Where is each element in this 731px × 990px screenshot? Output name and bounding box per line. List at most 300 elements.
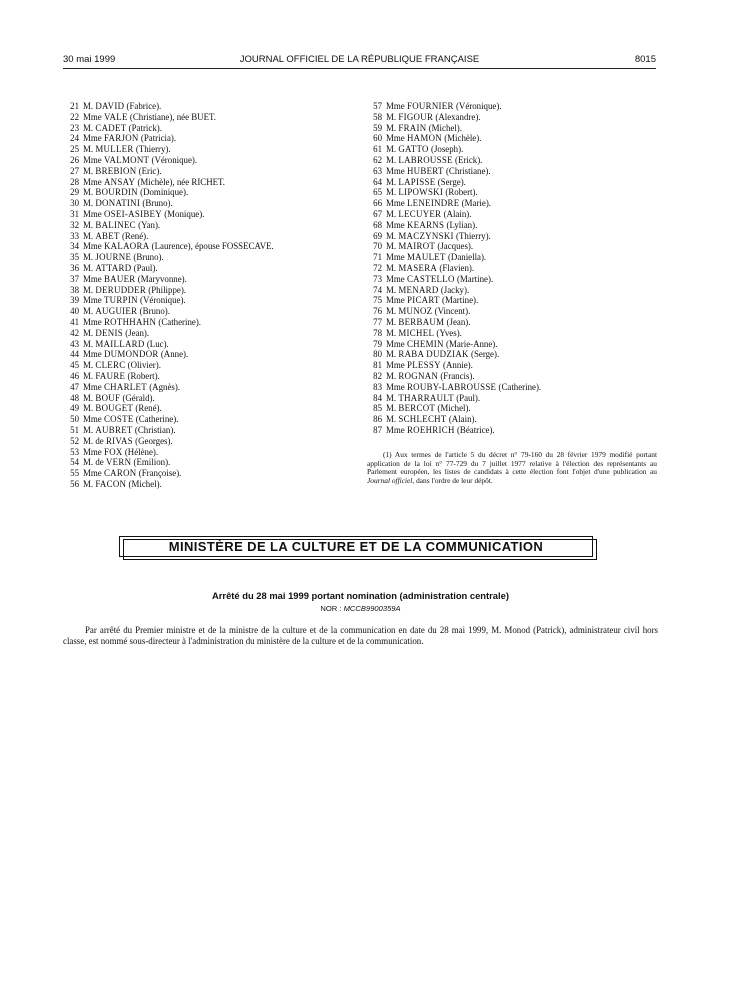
list-item-number: 28: [70, 176, 79, 187]
list-item-surname: CADET: [95, 122, 127, 133]
list-item-surname: MACZYNSKI: [398, 230, 454, 241]
list-item-given-name: (Catherine).: [498, 381, 542, 392]
list-item-given-name: (Lylian).: [446, 219, 478, 230]
list-item-given-name: (Jean).: [446, 316, 471, 327]
list-item-civility: Mme: [386, 360, 405, 371]
list-item-given-name: (Yan).: [138, 219, 161, 230]
header-date: 30 mai 1999: [63, 54, 116, 65]
list-item-civility: Mme: [83, 111, 102, 122]
list-item-number: 64: [373, 176, 382, 187]
nor-label: NOR :: [320, 604, 344, 613]
list-item-surname: PICART: [406, 295, 440, 306]
candidate-list-left: [64, 101, 354, 490]
list-item-surname: ROTHHAHN: [103, 316, 157, 327]
list-item: [64, 360, 354, 371]
list-item: [367, 187, 657, 198]
list-item-number: 47: [70, 381, 79, 392]
list-item-surname: LABROUSSE: [398, 154, 453, 165]
list-item-number: 53: [70, 446, 79, 457]
list-item-civility: M.: [386, 306, 397, 317]
list-item: [367, 252, 657, 263]
journal-title: JOURNAL OFFICIEL DE LA RÉPUBLIQUE FRANÇAISE: [239, 54, 480, 65]
list-item-civility: M.: [386, 414, 397, 425]
list-item-number: 76: [373, 306, 382, 317]
list-item-number: 73: [373, 273, 382, 284]
list-item-surname: DAVID: [95, 101, 125, 111]
list-item: [367, 263, 657, 274]
list-item-number: 59: [373, 122, 382, 133]
list-item-surname: HUBERT: [406, 165, 444, 176]
list-item-surname: TURPIN: [103, 295, 138, 306]
list-item: [367, 231, 657, 242]
list-item-given-name: (Joseph).: [431, 144, 464, 155]
list-item-civility: M.: [386, 122, 397, 133]
list-item-given-name: (Patrick).: [128, 122, 162, 133]
list-item: [64, 252, 354, 263]
list-item-civility: M.: [83, 392, 94, 403]
list-item-given-name: (Erick).: [455, 154, 483, 165]
list-item: [64, 479, 354, 490]
list-item-given-name: (Béatrice).: [456, 424, 495, 435]
list-item-number: 41: [70, 316, 79, 327]
list-item-surname: MAULET: [406, 252, 446, 263]
list-item: [64, 317, 354, 328]
list-item-given-name: (Daniella).: [447, 252, 487, 263]
list-item-number: 66: [373, 198, 382, 209]
list-item-given-name: (Gérald).: [122, 392, 155, 403]
list-item-given-name: (Christian).: [134, 424, 176, 435]
list-item-civility: M. de: [83, 435, 104, 446]
list-item-civility: Mme: [83, 154, 102, 165]
list-item-number: 46: [70, 370, 79, 381]
nor-reference: [63, 604, 658, 613]
list-item-number: 67: [373, 208, 382, 219]
candidate-list-right: [367, 101, 657, 436]
list-item-civility: M.: [386, 284, 397, 295]
list-item-civility: M.: [83, 306, 94, 317]
list-item-civility: M.: [83, 424, 94, 435]
list-item-surname: CHEMIN: [406, 338, 444, 349]
list-item-civility: M.: [386, 316, 397, 327]
list-item: [367, 166, 657, 177]
list-item-given-name: (Luc).: [146, 338, 169, 349]
list-item-number: 30: [70, 198, 79, 209]
list-item-surname: MULLER: [95, 144, 134, 155]
list-item: [64, 339, 354, 350]
list-item-given-name: (Francis).: [440, 370, 475, 381]
list-item-number: 50: [70, 414, 79, 425]
list-item-civility: Mme: [386, 101, 405, 111]
list-item-surname: BERCOT: [398, 403, 436, 414]
list-item: [367, 371, 657, 382]
list-item-civility: M.: [386, 176, 397, 187]
list-item: [64, 285, 354, 296]
list-item-number: 26: [70, 154, 79, 165]
list-item: [64, 155, 354, 166]
list-item-surname: MASERA: [398, 262, 438, 273]
list-item: [367, 285, 657, 296]
list-item-surname: BOUF: [95, 392, 121, 403]
list-item-number: 57: [373, 101, 382, 111]
list-item-given-name: (Jacky).: [440, 284, 470, 295]
list-item: [367, 414, 657, 425]
list-item-surname: LIPOWSKI: [398, 187, 444, 198]
list-item-civility: Mme: [83, 208, 102, 219]
list-item: [367, 339, 657, 350]
list-item-civility: Mme: [386, 219, 405, 230]
list-item-given-name: (Annie).: [443, 360, 473, 371]
list-item-surname: CLERC: [95, 360, 126, 371]
list-item-surname: BERBAUM: [398, 316, 445, 327]
list-item: [367, 317, 657, 328]
list-item-number: 62: [373, 154, 382, 165]
list-item-number: 35: [70, 252, 79, 263]
list-item: [64, 349, 354, 360]
list-item-surname: RABA DUDZIAK: [398, 349, 469, 360]
list-item-surname: AUGUIER: [95, 306, 138, 317]
list-item-number: 56: [70, 478, 79, 489]
list-item-given-name: (Martine).: [442, 295, 479, 306]
list-item-civility: M.: [83, 403, 94, 414]
list-item-surname: FAURE: [95, 370, 126, 381]
list-item-given-name: (Catherine).: [158, 316, 202, 327]
list-item-surname: MAILLARD: [95, 338, 145, 349]
list-item-given-name: (René).: [121, 230, 149, 241]
list-item-civility: Mme: [386, 133, 405, 144]
list-item-given-name: (Marie-Anne).: [445, 338, 498, 349]
list-item: [64, 112, 354, 123]
list-item-surname: VALMONT: [103, 154, 150, 165]
list-item-given-name: (Patricia).: [140, 133, 177, 144]
list-item-given-name: (Dominique).: [140, 187, 189, 198]
list-item-surname: ROGNAN: [398, 370, 439, 381]
list-item-surname: FACON: [95, 478, 127, 489]
list-item-number: 75: [373, 295, 382, 306]
list-item-civility: M.: [83, 370, 94, 381]
list-item-given-name: (Hélène).: [124, 446, 159, 457]
list-item-given-name: (Michel).: [128, 478, 162, 489]
list-item-given-name: (Laurence), épouse FOSSECAVE.: [151, 241, 274, 252]
list-item-given-name: (Véronique).: [455, 101, 502, 111]
list-item-number: 29: [70, 187, 79, 198]
list-item: [64, 220, 354, 231]
list-item-surname: THARRAULT: [398, 392, 454, 403]
list-item-civility: M.: [83, 284, 94, 295]
arrete-text: Par arrêté du Premier ministre et de la ministre de la culture et de la communication en date du 28 mai 1999, M. Monod (Patrick), administrateur civil hors classe, est nommé sous-directeur à l'administration du ministère de la culture et de la communication.: [63, 625, 658, 646]
list-item-number: 69: [373, 230, 382, 241]
list-item-surname: DONATINI: [95, 198, 141, 209]
list-item-civility: Mme: [83, 414, 102, 425]
list-item-given-name: (Marie).: [461, 198, 491, 209]
list-item: [64, 263, 354, 274]
list-item-surname: MENARD: [398, 284, 439, 295]
list-item: [64, 306, 354, 317]
list-item-surname: COSTE: [103, 414, 134, 425]
list-item-surname: RIVAS: [105, 435, 133, 446]
list-item: [64, 241, 354, 252]
list-item-surname: LECUYER: [398, 208, 442, 219]
list-item: [367, 295, 657, 306]
list-item-given-name: (René).: [135, 403, 162, 414]
footnote-end: , dans l'ordre de leur dépôt.: [412, 476, 493, 486]
list-item-given-name: (Véronique).: [140, 295, 186, 306]
list-item-number: 42: [70, 327, 79, 338]
page-number: 8015: [634, 54, 656, 65]
list-item: [64, 231, 354, 242]
list-item-surname: FIGOUR: [398, 111, 434, 122]
list-item-given-name: (Olivier).: [127, 360, 161, 371]
list-item-civility: M.: [386, 144, 397, 155]
list-item-given-name: (Michel).: [437, 403, 471, 414]
list-item-civility: M. de: [83, 457, 104, 468]
list-item-number: 36: [70, 262, 79, 273]
list-item-surname: AUBRET: [95, 424, 133, 435]
list-item-civility: Mme: [83, 176, 102, 187]
list-item: [64, 457, 354, 468]
list-item-surname: DERUDDER: [95, 284, 147, 295]
list-item-civility: M.: [386, 349, 397, 360]
list-item-surname: ATTARD: [95, 262, 132, 273]
list-item: [367, 198, 657, 209]
list-item: [64, 382, 354, 393]
list-item: [64, 425, 354, 436]
list-item-surname: GATTO: [398, 144, 429, 155]
list-item-number: 32: [70, 219, 79, 230]
nor-code: MCCB9900359A: [343, 604, 401, 613]
list-item-civility: M.: [83, 327, 94, 338]
list-item-surname: MICHEL: [398, 327, 435, 338]
list-item-given-name: (Alain).: [443, 208, 472, 219]
list-item: [367, 144, 657, 155]
list-item-civility: M.: [83, 144, 94, 155]
list-item-number: 55: [70, 468, 79, 479]
list-item: [367, 425, 657, 436]
list-item-number: 33: [70, 230, 79, 241]
list-item-given-name: (Flavien).: [439, 262, 475, 273]
list-item-civility: Mme: [83, 468, 102, 479]
list-item-surname: LENEINDRE: [406, 198, 460, 209]
list-item: [64, 166, 354, 177]
list-item: [64, 403, 354, 414]
list-item: [64, 295, 354, 306]
list-item: [64, 468, 354, 479]
list-item-number: 77: [373, 316, 382, 327]
list-item-civility: M.: [386, 230, 397, 241]
list-item-civility: M.: [386, 187, 397, 198]
list-item-number: 85: [373, 403, 382, 414]
list-item-surname: KEARNS: [406, 219, 445, 230]
list-item-civility: Mme: [386, 165, 405, 176]
list-item-surname: SCHLECHT: [398, 414, 447, 425]
list-item-civility: M.: [83, 338, 94, 349]
list-item-number: 58: [373, 111, 382, 122]
list-item-number: 81: [373, 360, 382, 371]
list-item-number: 60: [373, 133, 382, 144]
list-item-given-name: (Jean).: [125, 327, 150, 338]
list-item-surname: JOURNE: [95, 252, 132, 263]
list-item-number: 48: [70, 392, 79, 403]
list-item-surname: VERN: [105, 457, 132, 468]
list-item-civility: M.: [83, 101, 94, 111]
list-item-civility: M.: [386, 262, 397, 273]
list-item-given-name: (Michèle), née RICHET.: [137, 176, 226, 187]
list-item-number: 37: [70, 273, 79, 284]
list-item-given-name: (Thierry).: [456, 230, 491, 241]
list-item: [367, 209, 657, 220]
list-item-number: 54: [70, 457, 79, 468]
list-item: [367, 220, 657, 231]
list-item-civility: Mme: [83, 133, 102, 144]
list-item: [64, 123, 354, 134]
list-item-civility: M.: [386, 370, 397, 381]
list-item: [367, 306, 657, 317]
list-item: [64, 447, 354, 458]
list-item-number: 72: [373, 262, 382, 273]
list-item-number: 80: [373, 349, 382, 360]
list-item-surname: BALINEC: [95, 219, 136, 230]
list-item: [367, 328, 657, 339]
list-item: [64, 371, 354, 382]
list-item-surname: HAMON: [406, 133, 442, 144]
list-item-given-name: (Robert).: [445, 187, 478, 198]
list-item-number: 23: [70, 122, 79, 133]
list-item-civility: Mme: [386, 338, 405, 349]
list-item-given-name: (Fabrice).: [126, 101, 162, 111]
list-item-civility: M.: [386, 392, 397, 403]
list-item-civility: M.: [83, 252, 94, 263]
list-item-surname: PLESSY: [406, 360, 441, 371]
list-item: [64, 436, 354, 447]
list-item-number: 86: [373, 414, 382, 425]
list-item-given-name: (Monique).: [164, 208, 205, 219]
list-item-number: 34: [70, 241, 79, 252]
list-item: [367, 155, 657, 166]
list-item: [64, 198, 354, 209]
list-item-given-name: (Philippe).: [148, 284, 186, 295]
list-item-given-name: (Martine).: [456, 273, 494, 284]
list-item: [367, 112, 657, 123]
list-item-given-name: (Christiane), née BUET.: [129, 111, 216, 122]
list-item-civility: M.: [386, 111, 397, 122]
list-item-surname: FARJON: [103, 133, 139, 144]
list-item-number: 65: [373, 187, 382, 198]
list-item-number: 78: [373, 327, 382, 338]
list-item: [64, 101, 354, 112]
list-item-surname: ROUBY-LABROUSSE: [406, 381, 497, 392]
list-item-given-name: (Yves).: [436, 327, 462, 338]
list-item-given-name: (Alexandre).: [435, 111, 481, 122]
list-item-number: 84: [373, 392, 382, 403]
list-item-surname: CASTELLO: [406, 273, 455, 284]
list-item-number: 74: [373, 284, 382, 295]
list-item-number: 87: [373, 424, 382, 435]
list-item-civility: M.: [83, 262, 94, 273]
list-item-number: 49: [70, 403, 79, 414]
list-item-given-name: (Serge).: [470, 349, 500, 360]
list-item-given-name: (Alain).: [448, 414, 477, 425]
list-item-number: 52: [70, 435, 79, 446]
list-item: [64, 393, 354, 404]
list-item-surname: DENIS: [95, 327, 123, 338]
list-item-civility: M.: [83, 165, 94, 176]
list-item-surname: ROEHRICH: [406, 424, 455, 435]
list-item-number: 27: [70, 165, 79, 176]
list-item-civility: Mme: [386, 273, 405, 284]
list-item-given-name: (Françoise).: [138, 468, 182, 479]
list-item-surname: LAPISSE: [398, 176, 436, 187]
list-item-given-name: (Véronique).: [151, 154, 198, 165]
list-item-civility: Mme: [386, 381, 405, 392]
list-item-civility: M.: [83, 198, 94, 209]
list-item-given-name: (Christiane).: [445, 165, 491, 176]
footnote: [367, 451, 657, 486]
list-item: [64, 328, 354, 339]
list-item-number: 63: [373, 165, 382, 176]
list-item: [367, 101, 657, 112]
list-item-civility: Mme: [83, 446, 102, 457]
list-item-civility: M.: [83, 219, 94, 230]
list-item-given-name: (Emilion).: [133, 457, 171, 468]
list-item-civility: M.: [83, 122, 94, 133]
list-item: [64, 133, 354, 144]
list-item-number: 70: [373, 241, 382, 252]
list-item-number: 83: [373, 381, 382, 392]
list-item-civility: M.: [83, 360, 94, 371]
arrete-title: Arrêté du 28 mai 1999 portant nomination (administration centrale): [212, 590, 509, 601]
list-item-number: 24: [70, 133, 79, 144]
list-item-civility: M.: [386, 403, 397, 414]
page-header: [63, 54, 656, 68]
list-item: [367, 382, 657, 393]
list-item-civility: Mme: [83, 316, 102, 327]
list-item-surname: DUMONDOR: [103, 349, 159, 360]
list-item-number: 43: [70, 338, 79, 349]
list-item-civility: M.: [386, 208, 397, 219]
list-item-surname: OSEI-ASIBEY: [103, 208, 162, 219]
list-item-given-name: (Jacques).: [437, 241, 474, 252]
list-item: [367, 177, 657, 188]
list-item-given-name: (Catherine).: [135, 414, 179, 425]
list-item-surname: BAUER: [103, 273, 136, 284]
list-item-number: 38: [70, 284, 79, 295]
list-item-given-name: (Paul).: [133, 262, 158, 273]
list-item-civility: Mme: [386, 424, 405, 435]
list-item-civility: Mme: [386, 252, 405, 263]
list-item-surname: KALAORA: [103, 241, 150, 252]
list-item-surname: BOURDIN: [95, 187, 138, 198]
list-item-number: 82: [373, 370, 382, 381]
list-item-given-name: (Maryvonne).: [137, 273, 187, 284]
list-item-given-name: (Georges).: [135, 435, 173, 446]
list-item-surname: FOX: [103, 446, 123, 457]
list-item-surname: ABET: [95, 230, 120, 241]
list-item-surname: BREBION: [95, 165, 137, 176]
list-item-surname: CHARLET: [103, 381, 147, 392]
list-item-surname: MAIROT: [398, 241, 436, 252]
header-rule: [63, 68, 656, 69]
list-item-given-name: (Robert).: [127, 370, 160, 381]
list-item: [367, 349, 657, 360]
list-item-given-name: (Bruno).: [139, 306, 170, 317]
ministry-title: MINISTÈRE DE LA CULTURE ET DE LA COMMUNICATION: [119, 536, 593, 557]
list-item-civility: Mme: [83, 349, 102, 360]
list-item: [64, 209, 354, 220]
list-item-given-name: (Michèle).: [444, 133, 482, 144]
list-item: [64, 177, 354, 188]
list-item-given-name: (Thierry).: [135, 144, 171, 155]
list-item-number: 44: [70, 349, 79, 360]
list-item-number: 40: [70, 306, 79, 317]
